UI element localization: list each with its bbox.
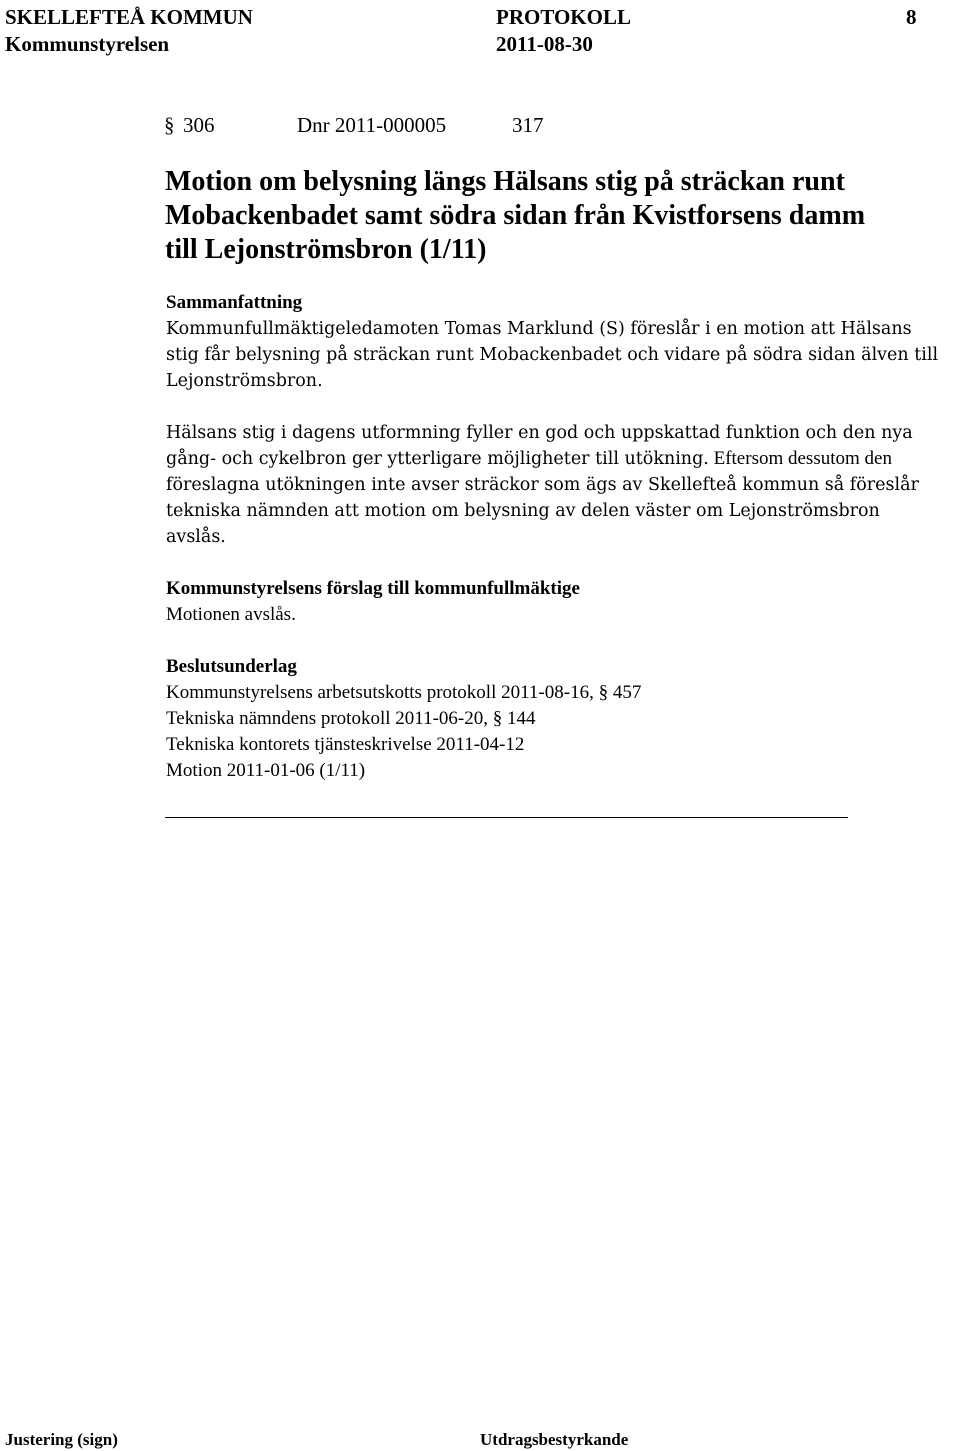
diary-number: Dnr 2011-000005 xyxy=(297,113,447,137)
summary-line: föreslagna utökningen inte avser sträckor som ägs av Skellefteå kommun så föreslår xyxy=(166,475,919,495)
summary-heading: Sammanfattning xyxy=(166,292,303,313)
summary-line: tekniska nämnden att motion om belysning av delen väster om Lejonströmsbron xyxy=(166,501,880,521)
basis-item xyxy=(166,758,946,784)
summary-line: avslås. xyxy=(166,527,226,547)
basis-heading: Beslutsunderlag xyxy=(166,656,297,677)
page-number: 8 xyxy=(906,5,917,29)
utdrag-label: Utdragsbestyrkande xyxy=(480,1430,629,1449)
summary-line: Hälsans stig i dagens utformning fyller en god och uppskattad funktion och den nya xyxy=(166,423,913,443)
document-type: PROTOKOLL xyxy=(496,5,631,29)
section-symbol: § xyxy=(492,708,503,729)
basis-item-text: Tekniska nämndens protokoll 2011-06-20, xyxy=(166,708,493,729)
justering-label: Justering (sign) xyxy=(5,1430,118,1449)
organization-name: SKELLEFTEÅ KOMMUN xyxy=(5,5,253,29)
section-number: 306 xyxy=(183,113,215,137)
proposal-heading: Kommunstyrelsens förslag till kommunfullmäktige xyxy=(166,578,580,599)
summary-line: Kommunfullmäktigeledamoten Tomas Marklund (S) föreslår i en motion att Hälsans xyxy=(166,319,912,339)
basis-item xyxy=(166,706,946,732)
section-symbol: § xyxy=(164,113,175,137)
section-symbol: § xyxy=(598,682,609,703)
basis-item-text: Tekniska kontorets tjänsteskrivelse 2011-04-12 xyxy=(166,734,525,755)
reference-number: 317 xyxy=(512,113,544,137)
summary-line-part: gång- och cykelbron ger ytterligare möjligheter till utökning. xyxy=(166,449,709,469)
basis-item-section: 144 xyxy=(502,708,536,729)
proposal-text: Motionen avslås. xyxy=(166,604,296,625)
basis-item-text: Motion 2011-01-06 (1/11) xyxy=(166,760,366,781)
title-line: Mobackenbadet samt södra sidan från Kvistforsens damm xyxy=(165,200,866,231)
title-line: till Lejonströmsbron (1/11) xyxy=(165,234,487,265)
separator-line xyxy=(165,817,848,818)
meeting-date: 2011-08-30 xyxy=(496,32,593,56)
motion-title xyxy=(165,165,865,267)
committee-name: Kommunstyrelsen xyxy=(5,32,170,56)
summary-line: Lejonströmsbron. xyxy=(166,371,323,391)
summary-line-part: Eftersom dessutom den xyxy=(708,448,892,469)
basis-item xyxy=(166,732,946,758)
basis-item-section: 457 xyxy=(608,682,642,703)
summary-line: stig får belysning på sträckan runt Mobackenbadet och vidare på södra sidan älven till xyxy=(166,345,939,365)
title-line: Motion om belysning längs Hälsans stig på sträckan runt xyxy=(165,166,845,197)
basis-item-text: Kommunstyrelsens arbetsutskotts protokoll 2011-08-16, xyxy=(166,682,599,703)
document-body xyxy=(166,290,946,784)
summary-line xyxy=(166,446,946,472)
basis-item xyxy=(166,680,946,706)
